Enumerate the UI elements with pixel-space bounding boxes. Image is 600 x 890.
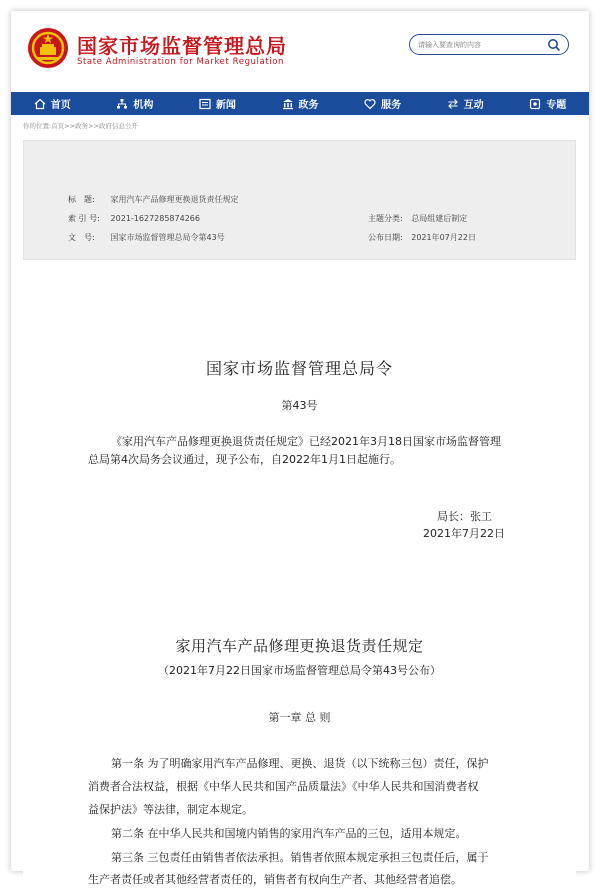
article-3-line-1: 第三条 三包责任由销售者依法承担。销售者依照本规定承担三包责任后，属于	[111, 851, 489, 864]
meta-title-value: 家用汽车产品修理更换退货责任规定	[110, 195, 239, 204]
meta-date-value: 2021年07月22日	[411, 233, 476, 242]
order-number: 第43号	[281, 399, 318, 412]
meta-docno-value: 国家市场监督管理总局令第43号	[110, 233, 225, 242]
org-icon	[116, 98, 128, 110]
nav-item-org[interactable]	[94, 92, 177, 115]
order-heading	[23, 359, 576, 378]
intro-line-2: 总局第4次局务会议通过，现予公布，自2022年1月1日起施行。	[88, 453, 401, 466]
breadcrumb[interactable]: 你的位置:首页>>政务>>政府信息公开	[23, 122, 138, 130]
article-1-line-2: 消费者合法权益，根据《中华人民共和国产品质量法》《中华人民共和国消费者权	[88, 780, 479, 793]
home-icon	[34, 98, 46, 110]
nav-label: 首页	[50, 100, 71, 111]
meta-category-row	[368, 213, 467, 224]
article-2-line-1: 第二条 在中华人民共和国境内销售的家用汽车产品的三包，适用本规定。	[111, 827, 467, 840]
article-1-line-1: 第一条 为了明确家用汽车产品修理、更换、退货（以下统称三包）责任，保护	[111, 757, 489, 770]
meta-date-key: 公布日期:	[368, 233, 403, 242]
site-title[interactable]: 国家市场监督管理总局	[77, 34, 287, 58]
meta-index-value: 2021-1627285874266	[110, 214, 200, 223]
national-emblem-icon[interactable]	[27, 27, 69, 69]
article-1-line-3: 益保护法》等法律，制定本规定。	[88, 803, 253, 816]
meta-date-row	[368, 232, 476, 243]
meta-category-key: 主题分类:	[368, 214, 403, 223]
regulation-subtitle: （2021年7月22日国家市场监督管理总局令第43号公布）	[158, 664, 441, 677]
meta-docno-row	[68, 232, 225, 243]
order-heading-text: 国家市场监督管理总局令	[205, 359, 393, 378]
nav-label: 互动	[463, 100, 484, 111]
news-icon	[199, 98, 211, 110]
document-body	[23, 260, 576, 886]
gov-icon	[282, 98, 294, 110]
main-nav	[11, 92, 589, 115]
topic-icon	[529, 98, 541, 110]
exchange-icon	[447, 98, 459, 110]
signature-title: 局长：张工	[437, 510, 492, 523]
search-input[interactable]	[418, 38, 546, 52]
nav-label: 服务	[381, 100, 402, 111]
nav-item-service[interactable]	[341, 92, 424, 115]
meta-index-key: 索 引 号:	[68, 214, 100, 223]
doc-meta-panel	[23, 140, 576, 260]
site-header	[11, 11, 589, 91]
nav-item-gov[interactable]	[259, 92, 342, 115]
heart-icon	[364, 98, 376, 110]
nav-label: 机构	[133, 100, 154, 111]
nav-label: 专题	[546, 100, 567, 111]
page-frame	[11, 11, 589, 886]
chapter-heading: 第一章 总 则	[268, 711, 331, 724]
nav-label: 新闻	[215, 100, 236, 111]
meta-index-row	[68, 213, 200, 224]
meta-title-row	[68, 194, 239, 205]
nav-item-news[interactable]	[176, 92, 259, 115]
signature-date: 2021年7月22日	[423, 527, 505, 540]
nav-item-home[interactable]	[11, 92, 94, 115]
regulation-title: 家用汽车产品修理更换退货责任规定	[175, 637, 424, 655]
search-box	[409, 34, 569, 55]
article-3-line-2: 生产者责任或者其他经营者责任的，销售者有权向生产者、其他经营者追偿。	[88, 873, 462, 886]
meta-category-value: 总局组建后制定	[411, 214, 468, 223]
meta-docno-key: 文 号:	[68, 233, 95, 242]
meta-title-key: 标 题:	[68, 195, 95, 204]
search-icon[interactable]	[547, 38, 561, 52]
site-subtitle: State Administration for Market Regulation	[77, 57, 284, 67]
intro-line-1: 《家用汽车产品修理更换退货责任规定》已经2021年3月18日国家市场监督管理	[111, 435, 501, 448]
nav-item-topic[interactable]	[506, 92, 589, 115]
nav-label: 政务	[298, 100, 319, 111]
nav-item-interact[interactable]	[424, 92, 507, 115]
